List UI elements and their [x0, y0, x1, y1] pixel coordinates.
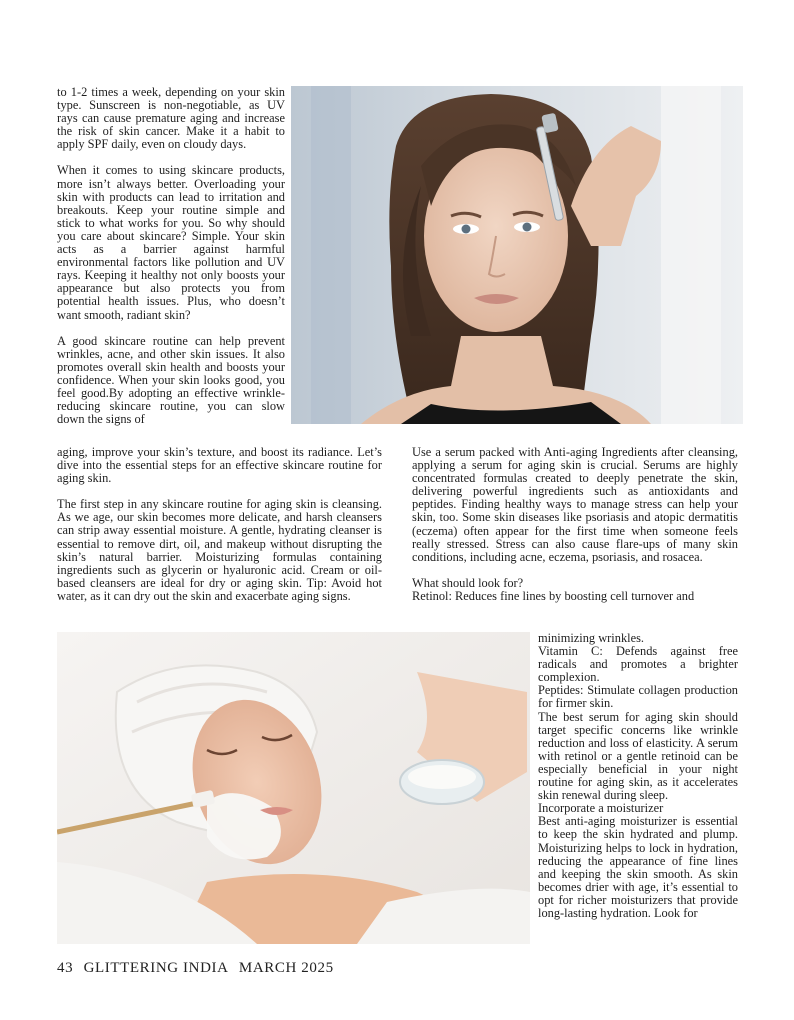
page-number: 43: [57, 960, 74, 976]
retinol-line: Retinol: Reduces fine lines by boosting cell turnover and: [412, 588, 695, 603]
column2-top-text: [412, 446, 738, 603]
vitamin-c-line: Vitamin C: Defends against free radicals and promotes a brighter complexion.: [538, 644, 738, 685]
paragraph-routine: A good skincare routine can help prevent wrinkles, acne, and other skin issues. It also promotes overall skin health and boosts your confidence. When your skin looks good, you feel good.By adopting an effective wrinkle-reducing skincare routine, you can slow down the signs of: [57, 333, 285, 427]
moisturizer-heading: Incorporate a moisturizer: [538, 801, 664, 816]
question-heading: What should look for?: [412, 575, 524, 590]
magazine-name: GLITTERING INDIA: [83, 960, 229, 976]
column1-bottom-text: [57, 446, 382, 603]
retinol-continued: minimizing wrinkles.: [538, 631, 644, 645]
paragraph-moisturizer: Best anti-aging moisturizer is essential to keep the skin hydrated and plump. Moisturizing helps to lock in hydration, reducing the appearance of fine lines and keeping the skin smooth. As skin becomes drier with age, it’s essential to opt for richer moisturizers that provide long-lasting hydration. Look for: [538, 814, 738, 920]
paragraph-products: When it comes to using skincare products, more isn’t always better. Overloading your skin with products can lead to irritation and breakouts. Keep your routine simple and stick to what works for you. So why should you care about skincare? Simple. Your skin acts as a barrier against harmful environmental factors like pollution and UV rays. Keeping it healthy not only boosts your appearance but also protects you from potential health issues. Plus, who doesn’t want smooth, radiant skin?: [57, 163, 285, 322]
paragraph-best-serum: The best serum for aging skin should target specific concerns like wrinkle reduction and loss of elasticity. A serum with retinol or a gentle retinoid can be especially beneficial in your night routine for aging skin, as it accelerates skin renewal during sleep.: [538, 709, 738, 803]
column1-top-text: [57, 86, 285, 426]
column2-narrow-text: [538, 632, 738, 920]
page-footer: [57, 960, 340, 977]
facial-treatment-photo: [57, 632, 530, 944]
paragraph-radiance: aging, improve your skin’s texture, and boost its radiance. Let’s dive into the essential steps for an effective skincare routine for aging skin.: [57, 445, 382, 486]
paragraph-serum: Use a serum packed with Anti-aging Ingredients after cleansing, applying a serum for aging skin is crucial. Serums are highly concentrated formulas created to deeply penetrate the skin, delivering powerful ingredients such as antioxidants and peptides. Finding healthy ways to manage stress can help your skin, too. Some skin diseases like psoriasis and atopic dermatitis (eczema) often appear for the first time when someone feels really stressed. Stress can also cause flare-ups of many skin conditions, including acne, eczema, psoriasis, and rosacea.: [412, 445, 738, 564]
peptides-line: Peptides: Stimulate collagen production for firmer skin.: [538, 683, 738, 711]
serum-application-photo: [291, 86, 743, 424]
paragraph-sunscreen: to 1-2 times a week, depending on your skin type. Sunscreen is non-negotiable, as UV rays can cause premature aging and increase the risk of skin cancer. Make it a habit to apply SPF daily, even on cloudy days.: [57, 85, 285, 152]
paragraph-cleansing: The first step in any skincare routine for aging skin is cleansing. As we age, our skin becomes more delicate, and harsh cleansers can strip away essential moisture. A gentle, hydrating cleanser is essential to remove dirt, oil, and makeup without disrupting the skin’s natural barrier. Moisturizing formulas containing ingredients such as glycerin or hyaluronic acid. Cream or oil-based cleansers are ideal for dry or aging skin. Tip: Avoid hot water, as it can dry out the skin and exacerbate aging signs.: [57, 497, 382, 603]
issue-date: MARCH 2025: [238, 960, 334, 976]
